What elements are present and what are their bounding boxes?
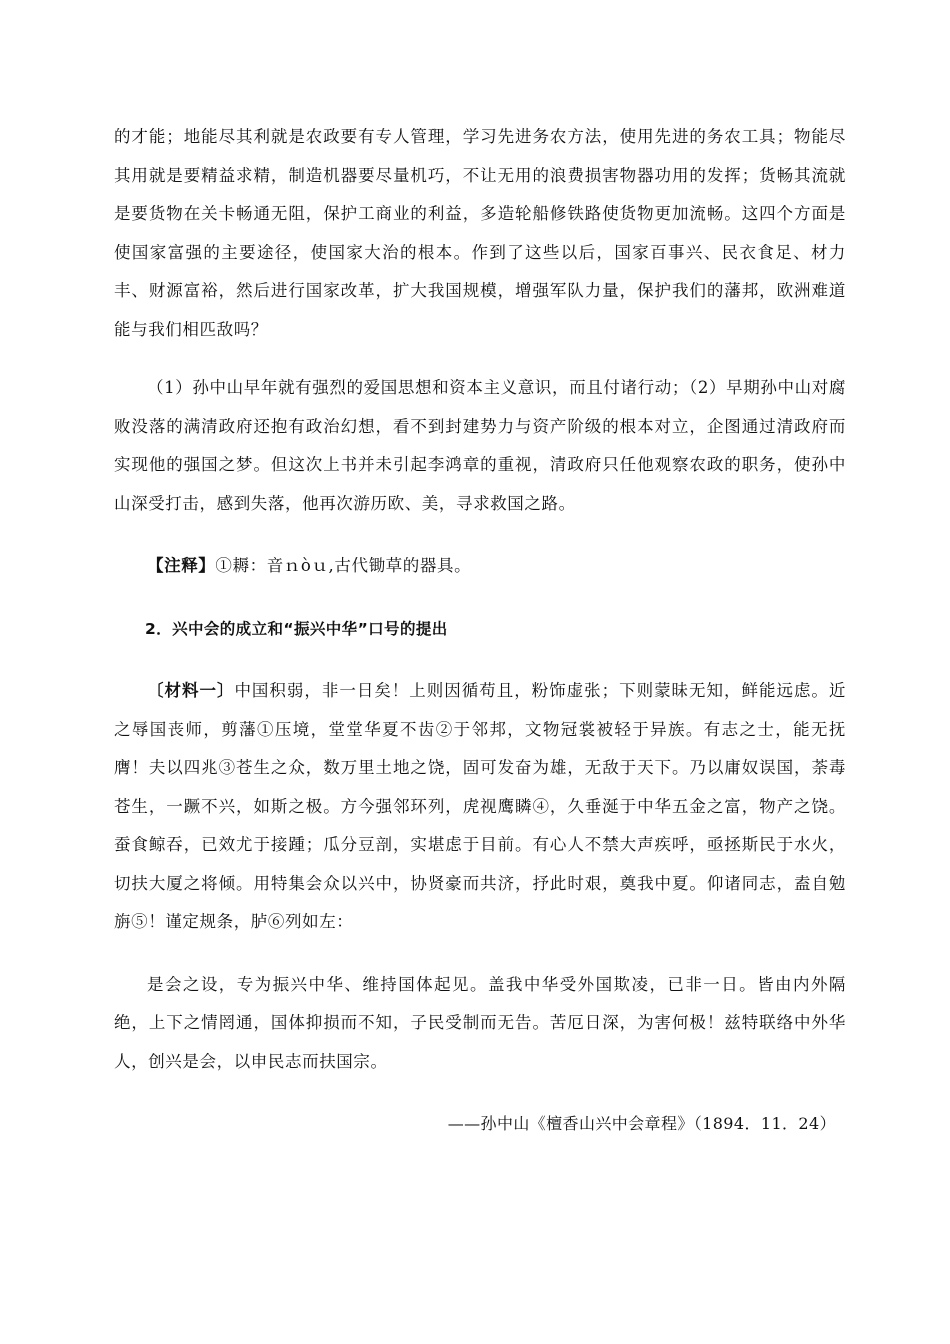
annotation-note	[114, 547, 846, 586]
section-heading: 2．兴中会的成立和“振兴中华”口号的提出	[145, 619, 448, 638]
material-one-paragraph	[114, 672, 846, 942]
source-citation: ——孙中山《檀香山兴中会章程》（1894．11．24）	[447, 1114, 836, 1133]
material-text: 中国积弱，非一日矣！上则因循苟且，粉饰虚张；下则蒙昧无知，鲜能远虑。近之辱国丧师，剪藩①压境，堂堂华夏不齿②于邻邦，文物冠裳被轻于异族。有志之士，能无抚膺！夫以四兆③苍生之众，数万里土地之饶，固可发奋为雄，无敌于天下。乃以庸奴误国，荼毒苍生，一蹶不兴，如斯之极。方今强邻环列，虎视鹰瞵④，久垂涎于中华五金之富，物产之饶。蚕食鲸吞，已效尤于接踵；瓜分豆剖，实堪虑于目前。有心人不禁大声疾呼，亟拯斯民于水火，切扶大厦之将倾。用特集会众以兴中，协贤豪而共济，抒此时艰，奠我中夏。仰诸同志，盍自勉旃⑤！谨定规条，胪⑥列如左：	[114, 681, 847, 931]
body-paragraph-1: 的才能；地能尽其利就是农政要有专人管理，学习先进务农方法，使用先进的务农工具；物能尽其用就是要精益求精，制造机器要尽量机巧，不让无用的浪费损害物器功用的发挥；货畅其流就是要货物在关卡畅通无阻，保护工商业的利益，多造轮船修铁路使货物更加流畅。这四个方面是使国家富强的主要途径，使国家大治的根本。作到了这些以后，国家百事兴、民衣食足、材力丰、财源富裕，然后进行国家改革，扩大我国规模，增强军队力量，保护我们的藩邦，欧洲难道能与我们相匹敌吗？	[114, 127, 846, 339]
material-paragraph-2: 是会之设，专为振兴中华、维持国体起见。盖我中华受外国欺凌，已非一日。皆由内外隔绝，上下之情罔通，国体抑损而不知，子民受制而无告。苦厄日深，为害何极！兹特联络中外华人，创兴是会，以申民志而扶国宗。	[114, 974, 846, 1071]
document-page	[114, 118, 846, 1144]
material-label: 〔材料一〕	[147, 681, 235, 700]
body-paragraph-2: （1）孙中山早年就有强烈的爱国思想和资本主义意识，而且付诸行动；（2）早期孙中山对腐败没落的满清政府还抱有政治幻想，看不到封建势力与资产阶级的根本对立，企图通过清政府而实现他的强国之梦。但这次上书并未引起李鸿章的重视，清政府只任他观察农政的职务，使孙中山深受打击，感到失落，他再次游历欧、美，寻求救国之路。	[114, 378, 846, 513]
annotation-label: 【注释】	[147, 556, 216, 575]
annotation-text: ①耨：音ｎòｕ,古代锄草的器具。	[215, 556, 472, 575]
